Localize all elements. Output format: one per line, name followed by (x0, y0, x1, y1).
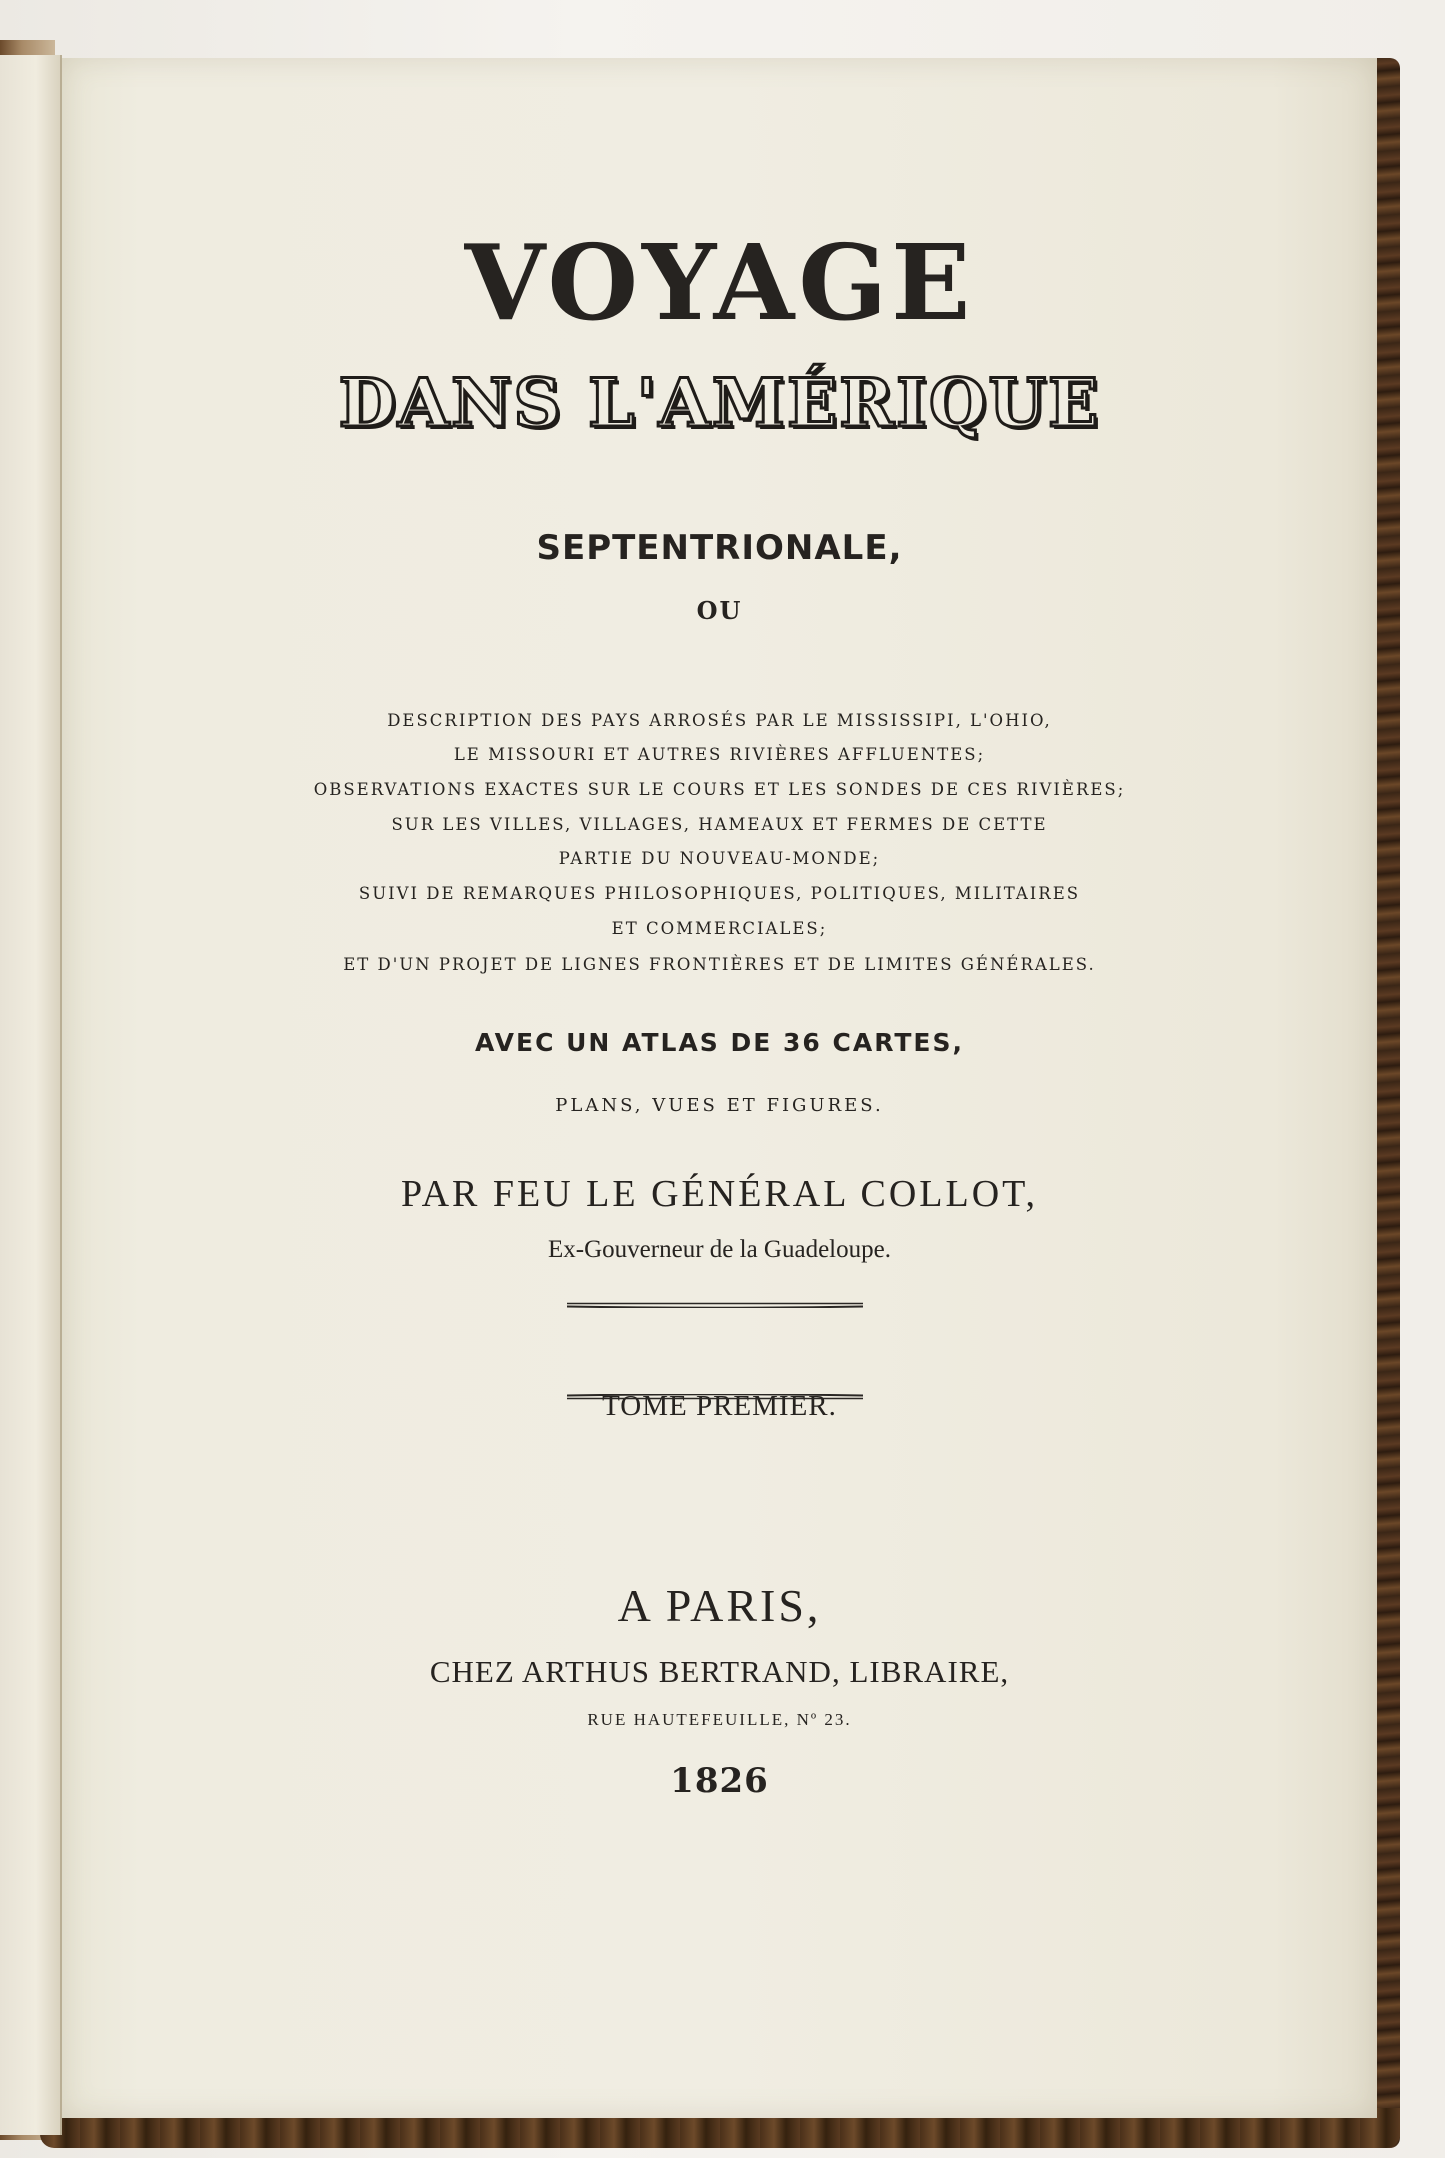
imprint-publisher: CHEZ ARTHUS BERTRAND, LIBRAIRE, (429, 1654, 1010, 1689)
description-line: LE MISSOURI ET AUTRES RIVIÈRES AFFLUENTES; (453, 745, 986, 764)
title-connector-ou: OU (696, 596, 743, 625)
description-line: PARTIE DU NOUVEAU-MONDE; (558, 849, 881, 868)
description-line: OBSERVATIONS EXACTES SUR LE COURS ET LES SONDES DE CES RIVIÈRES; (313, 780, 1126, 799)
title-septentrionale: SEPTENTRIONALE, (536, 528, 903, 568)
volume-label: TOME PREMIER. (602, 1390, 837, 1422)
imprint-city: A PARIS, (617, 1580, 822, 1631)
atlas-line: AVEC UN ATLAS DE 36 CARTES, (475, 1028, 964, 1057)
facing-page-edge (0, 55, 62, 2135)
imprint-year: 1826 (670, 1761, 769, 1801)
description-line: DESCRIPTION DES PAYS ARROSÉS PAR LE MISSISSIPI, L'OHIO, (387, 711, 1052, 730)
description-line: ET COMMERCIALES; (611, 919, 828, 938)
author-title: Ex-Gouverneur de la Guadeloupe. (548, 1236, 891, 1263)
description-line: SUIVI DE REMARQUES PHILOSOPHIQUES, POLITIQUES, MILITAIRES (358, 884, 1081, 903)
imprint-address: RUE HAUTEFEUILLE, Nº 23. (587, 1710, 852, 1729)
bottom-rule (567, 1394, 863, 1400)
title-dans-lamerique: DANS L'AMÉRIQUE (338, 364, 1101, 442)
description-line: ET D'UN PROJET DE LIGNES FRONTIÈRES ET DE LIMITES GÉNÉRALES. (343, 955, 1096, 974)
title-page (62, 58, 1377, 2118)
top-double-rule (567, 1302, 863, 1308)
title-voyage: VOYAGE (464, 221, 975, 344)
atlas-subline: PLANS, VUES ET FIGURES. (555, 1095, 884, 1116)
author-line: PAR FEU LE GÉNÉRAL COLLOT, (400, 1173, 1039, 1215)
description-line: SUR LES VILLES, VILLAGES, HAMEAUX ET FERMES DE CETTE (391, 815, 1048, 834)
